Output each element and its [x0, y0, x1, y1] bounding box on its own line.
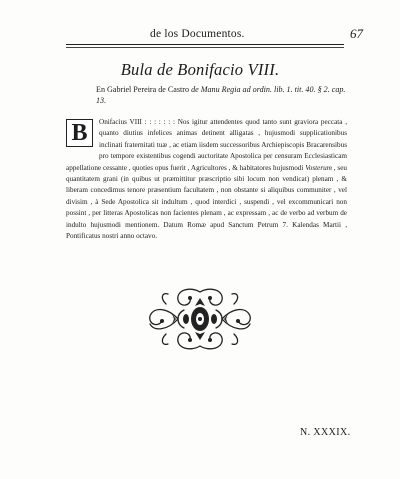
drop-cap: B [66, 119, 93, 147]
body-paragraph [66, 117, 347, 242]
printers-ornament-icon [146, 284, 254, 354]
running-header: de los Documentos. [150, 28, 245, 40]
source-prefix: En Gabriel Pereira de Castro [96, 85, 192, 94]
document-title: Bula de Bonifacio VIII. [120, 60, 280, 79]
body-italic-word: Vosterum [305, 163, 332, 172]
header-rule [66, 44, 344, 45]
body-text-part2: , seu quantitatem grani (in quibus ut præmittitur præscriptio sibi locum non vendicat) plenam , & liberam concedimus tenore præsentium facultatem , non obstante si aliquibus communiter , vel divisim , à Sede Apostolica sit indultum , quod interdici , suspendi , vel excommunicari non possint , per litteras Apostolicas non facientes plenam , ac expressam , ac de verbo ad verbum de indulto hujusmodi mentionem. Datum Romæ apud Sanctum Petrum 7. Kalendas Martii , Pontificatus nostri anno octavo. [66, 163, 347, 241]
page-number: 67 [350, 26, 363, 41]
signature-mark: N. XXXIX. [300, 427, 351, 438]
body-text-part1: Onifacius VIII : : : : : : : Nos igitur attendentes quod tanto sunt graviora peccata , quanto diutius infelices animas detinent alligatas , hujusmodi supplicationibus inclinati fraternitati tuæ , ac etiam iisdem successoribus Archiepiscopis Bracarensibus pro tempore existentibus cogendi auctoritate Apostolica per censuram Ecclesiasticam appellatione cessante , quoties opus fuerit , Agricultores , & habitatores hujusmodi [66, 118, 347, 172]
source-work: de Manu Regia ad ordin. lib. 1. tit. 40. § 2. cap. 13. [96, 85, 346, 105]
header-rule-thin [66, 47, 344, 48]
source-citation [96, 84, 356, 106]
